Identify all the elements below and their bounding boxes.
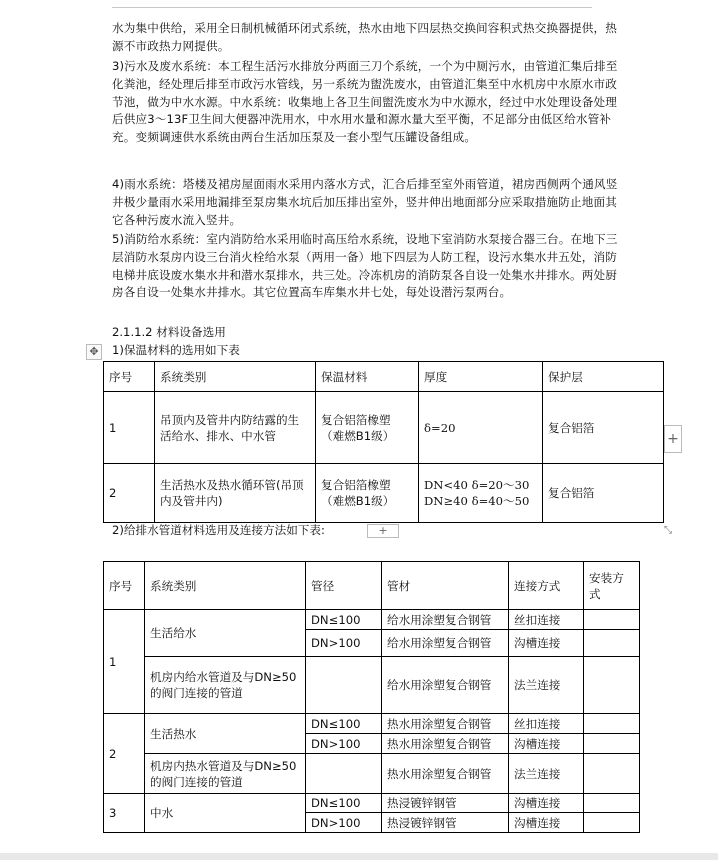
insulation-table — [103, 361, 664, 523]
table-cell-category: 中水 — [145, 794, 306, 833]
table-group-2 — [104, 714, 640, 794]
table-cell: 法兰连接 — [509, 754, 584, 794]
table-cell: 热水用涂塑复合钢管 — [382, 754, 509, 794]
table-row — [104, 392, 664, 464]
table-header-cell: 安装方式 — [584, 562, 640, 610]
table-cell-category: 机房内热水管道及与DN≥50的阀门连接的管道 — [145, 754, 306, 794]
table-header-cell: 厚度 — [419, 362, 543, 392]
table-header-cell: 保护层 — [543, 362, 664, 392]
table1-intro: 1)保温材料的选用如下表 — [112, 343, 240, 357]
table-cell — [306, 754, 382, 794]
table-row — [104, 464, 664, 523]
table-cell — [584, 657, 640, 714]
table-cell: DN>100 — [306, 813, 382, 833]
table-row — [104, 610, 640, 630]
table-cell: 生活热水及热水循环管(吊顶内及管井内) — [155, 464, 316, 523]
table-row — [104, 794, 640, 813]
paragraph-sewage: 3)污水及废水系统：本工程生活污水排放分两面三刀个系统，一个为中厕污水，由管道汇集后排至化粪池，经处理后排至市政污水管线，另一系统为盥洗废水，由管道汇集至中水机房中水原水市政节池，做为中水水源。中水系统：收集地上各卫生间盥洗废水为中水源水，经过中水处理设备处理后供应3～13F卫生间大便器冲洗用水，中水用水量和源水量大至平衡，不足部分由低区给水管补充。变频调速供水系统由两台生活加压泵及一套小型气压罐设备组成。 — [112, 59, 618, 145]
paragraph-rainwater: 4)雨水系统：塔楼及裙房屋面雨水采用内落水方式，汇合后排至室外雨管道，裙房西侧两个通风竖井极少量雨水采用地漏排至泵房集水坑后加压排出室外，竖井伸出地面部分应采取措施防止地面其它各种污废水流入竖井。 — [112, 177, 618, 227]
table-header-cell: 系统类别 — [145, 562, 306, 610]
table-cell — [584, 610, 640, 630]
table-cell — [584, 714, 640, 734]
add-row-button[interactable]: + — [367, 524, 399, 538]
table-header-cell: 管材 — [382, 562, 509, 610]
table-cell-no: 3 — [104, 794, 145, 833]
table-cell: 给水用涂塑复合钢管 — [382, 657, 509, 714]
table-header-cell: 序号 — [104, 362, 155, 392]
status-bar — [0, 853, 718, 860]
table-group-3 — [104, 794, 640, 833]
table-cell: DN>100 — [306, 734, 382, 754]
table-cell: DN≤100 — [306, 714, 382, 734]
table-cell — [584, 754, 640, 794]
header-rule — [112, 7, 592, 8]
table-cell-category: 机房内给水管道及与DN≥50的阀门连接的管道 — [145, 657, 306, 714]
table-cell: 热浸镀锌钢管 — [382, 794, 509, 813]
table-cell — [584, 734, 640, 754]
table-cell: 沟槽连接 — [509, 794, 584, 813]
table-cell: 沟槽连接 — [509, 813, 584, 833]
pipe-material-table — [103, 561, 640, 833]
table-cell-category: 生活热水 — [145, 714, 306, 754]
table-move-handle-icon[interactable]: ✥ — [86, 344, 102, 360]
table-cell: 吊顶内及管井内防结露的生活给水、排水、中水管 — [155, 392, 316, 464]
table-header-cell: 管径 — [306, 562, 382, 610]
table-cell: DN≤100 — [306, 610, 382, 630]
thickness-line: DN≥40 δ=40～50 — [424, 494, 530, 508]
table-cell: 复合铝箔橡塑（难燃B1级） — [316, 392, 419, 464]
table-cell: 2 — [104, 464, 155, 523]
table-cell: 给水用涂塑复合钢管 — [382, 630, 509, 657]
table-cell: 热水用涂塑复合钢管 — [382, 734, 509, 754]
table-row — [104, 657, 640, 714]
table-row — [104, 714, 640, 734]
paragraph-fire-water: 5)消防给水系统：室内消防给水采用临时高压给水系统，设地下室消防水泵接合器三台。在地下三层消防水泵房内设三台消火栓给水泵（两用一备）地下四层为人防工程，设污水集水井五处，消防电梯井底设废水集水井和潜水泵排水，共三处。冷冻机房的消防泵各自设一处集水井排水。两处厨房各自设一处集水井排水。其它位置高车库集水井七处，每处设潜污泵两台。 — [112, 232, 618, 300]
table-cell: DN≤100 — [306, 794, 382, 813]
table-cell: 法兰连接 — [509, 657, 584, 714]
table-header-cell: 系统类别 — [155, 362, 316, 392]
table-cell — [419, 464, 543, 523]
table-header-row — [104, 362, 664, 392]
table2-intro: 2)给排水管道材料选用及连接方法如下表: — [112, 523, 325, 537]
table-header-cell: 保温材料 — [316, 362, 419, 392]
table-header-cell: 序号 — [104, 562, 145, 610]
add-column-button[interactable]: + — [664, 425, 682, 453]
table-cell — [584, 813, 640, 833]
table-cell-no: 1 — [104, 610, 145, 714]
table-cell — [584, 630, 640, 657]
table-cell: 沟槽连接 — [509, 734, 584, 754]
table-group-1 — [104, 610, 640, 714]
table-cell: δ=20 — [419, 392, 543, 464]
table-cell-no: 2 — [104, 714, 145, 794]
table-cell: 1 — [104, 392, 155, 464]
thickness-line: DN<40 δ=20～30 — [424, 478, 530, 492]
table-cell — [584, 794, 640, 813]
table-cell: 给水用涂塑复合钢管 — [382, 610, 509, 630]
table-row — [104, 754, 640, 794]
table-cell: 复合铝箔橡塑（难燃B1级） — [316, 464, 419, 523]
table-cell: 复合铝箔 — [543, 464, 664, 523]
table-cell: 热浸镀锌钢管 — [382, 813, 509, 833]
table-cell: 沟槽连接 — [509, 630, 584, 657]
table-header-row — [104, 562, 640, 610]
table-cell: 丝扣连接 — [509, 610, 584, 630]
table-cell: 热水用涂塑复合钢管 — [382, 714, 509, 734]
section-heading: 2.1.1.2 材料设备选用 — [112, 325, 226, 339]
table-cell-category: 生活给水 — [145, 610, 306, 657]
table-header-cell: 连接方式 — [509, 562, 584, 610]
table-cell: 复合铝箔 — [543, 392, 664, 464]
table-cell: 丝扣连接 — [509, 714, 584, 734]
table-cell: DN>100 — [306, 630, 382, 657]
paragraph-hot-water: 水为集中供给，采用全日制机械循环闭式系统，热水由地下四层热交换间容积式热交换器提供，热源不市政热力网提供。 — [112, 21, 617, 53]
table-cell — [306, 657, 382, 714]
resize-handle-icon[interactable]: ⤡ — [664, 525, 672, 536]
